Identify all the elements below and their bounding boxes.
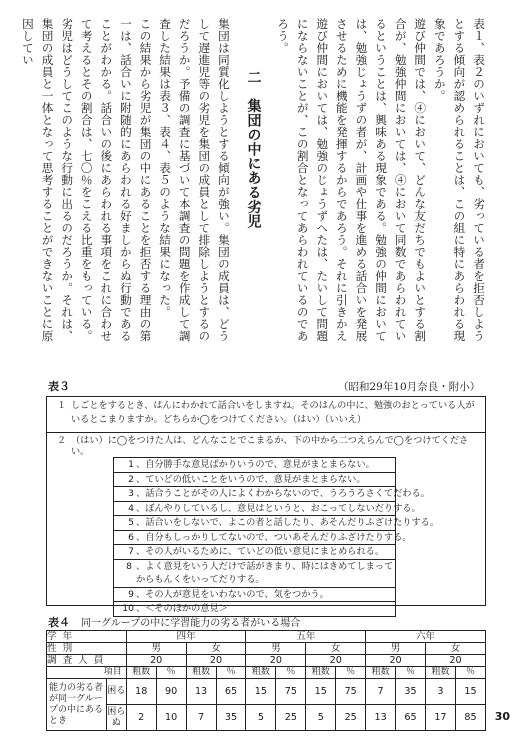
body-text <box>20 18 488 350</box>
option-item: 7 、その人がいるために、ていどの低い意見にまとめられる。 <box>114 545 396 560</box>
option-item: 5 、話合いをしないで、よこの者と話したり、あそんだりふざけたりする。 <box>114 516 396 531</box>
option-item: 3 、話合うことがその人によくわからないので、うろうろさくてだわる。 <box>114 487 396 502</box>
table-row: 性別 男 女 男 女 男 女 <box>47 643 486 655</box>
table3-box <box>46 396 486 614</box>
question-2-text: （はい）に◯をつけた人は、どんなことでこまるか、下の中から二つえらんで◯をつけてください。 <box>71 435 469 457</box>
options-list <box>113 457 440 617</box>
paragraph: 集団は同質化しようとする傾向が強い。集団の成員は、どうして遅進児等の劣児を集団の成員として排除しようとするのだろうか。予備の調査に基づいて本調査の問題を作成して調査した結果は表３、表４、表５のような結果になった。 <box>158 18 231 342</box>
question-1: １ しごとをするとき、はんにわかれて話合いをしますね。そのはんの中に、勉強のおとっている人がいるとこまりますか。どちらか◯をつけてください。（はい）（いいえ） <box>47 397 485 433</box>
table-row: 能力の劣る者が同一グループの中にあるとき 困る 18 90 13 65 15 75 15 75 7 35 3 15 <box>47 679 486 705</box>
table3-label: 表３ <box>48 380 70 393</box>
row-label: 能力の劣る者が同一グループの中にあるとき <box>47 679 107 731</box>
paragraph: 劣児はどうしてこのような行動に出るのだろうか。それは、集団の成員と一体となって思考することができないことに原因してい <box>20 18 75 342</box>
table4 <box>46 630 486 731</box>
table4-title: 同一グループの中に学習能力の劣る者がいる場合 <box>81 618 301 629</box>
option-item: 9 、その人が意見をいわないので、気をつかう。 <box>114 588 396 603</box>
table-row: 困らぬ 2 10 7 35 5 25 5 25 13 65 17 85 <box>47 705 486 731</box>
table-row: 項目 粗数 ％ 粗数 ％ 粗数 ％ 粗数 ％ 粗数 ％ 粗数 ％ <box>47 667 486 679</box>
table4-label: 表４ 同一グループの中に学習能力の劣る者がいる場合 <box>48 616 301 629</box>
table-row: 調査人員 20 20 20 20 20 20 <box>47 655 486 667</box>
option-item: 1 、自分勝手な意見ばかりいうので、意見がまとまらない。 <box>114 458 396 473</box>
page-number: 30 <box>494 710 510 723</box>
section-heading: 二 集団の中にある劣児 <box>245 70 262 229</box>
question-2: ２ （はい）に◯をつけた人は、どんなことでこまるか、下の中から二つえらんで◯をつけてください。 <box>57 435 469 457</box>
table-row: 学年 四年 五年 六年 <box>47 631 486 643</box>
option-item: 6 、自分もしっかりしてないので、ついあそんだりふざけたりする。 <box>114 531 396 546</box>
paragraph: 遊び仲間では、④において、どんな友だちでもよいとする割合が、勉強仲間においては、④において同数であらわれているということは、興味ある現象である。勉強の仲間においては、勉強じょうずの者が、計画や仕事を進める話合いを発展させるために機能を発揮するからであろう。それに引きかえ遊び仲間においては、勉強のじょうずへたは、たいして問題にならないことが、この割合となってあらわれているのであろう。 <box>276 18 428 342</box>
paragraph: この結果から劣児が集団の中にあることを拒否する理由の第一は、話合いに附随的にあらわれる好ましからぬ行動であることがわかる。話合いの後にあらわれる事項をこれに合わせて考えるとその割合は、七〇％をこえる比重をもっている。 <box>79 18 153 342</box>
option-item: 10 、＜そのほかの意見＞ <box>114 602 396 617</box>
table3-note: （昭和29年10月奈良・附小） <box>338 381 481 393</box>
option-item: 8 、よく意見をいう人だけで話がきまり、時にはきめてしまってからもんくをいってだりする。 <box>114 560 396 588</box>
option-item: 4 、ぼんやりしているし、意見はというと、おこってしないだりする。 <box>114 502 396 517</box>
option-item: 2 、ていどの低いことをいうので、意見がまとまらない。 <box>114 473 396 488</box>
paragraph: 表１、表２のいずれにおいても、劣っている者を拒否しようとする傾向が認められることは、この組に特にあらわれる現象であろうか。 <box>432 18 486 342</box>
question-1-text: しごとをするとき、はんにわかれて話合いをしますね。そのはんの中に、勉強のおとっている人がいるとこまりますか。どちらか◯をつけてください。（はい）（いいえ） <box>71 400 475 425</box>
